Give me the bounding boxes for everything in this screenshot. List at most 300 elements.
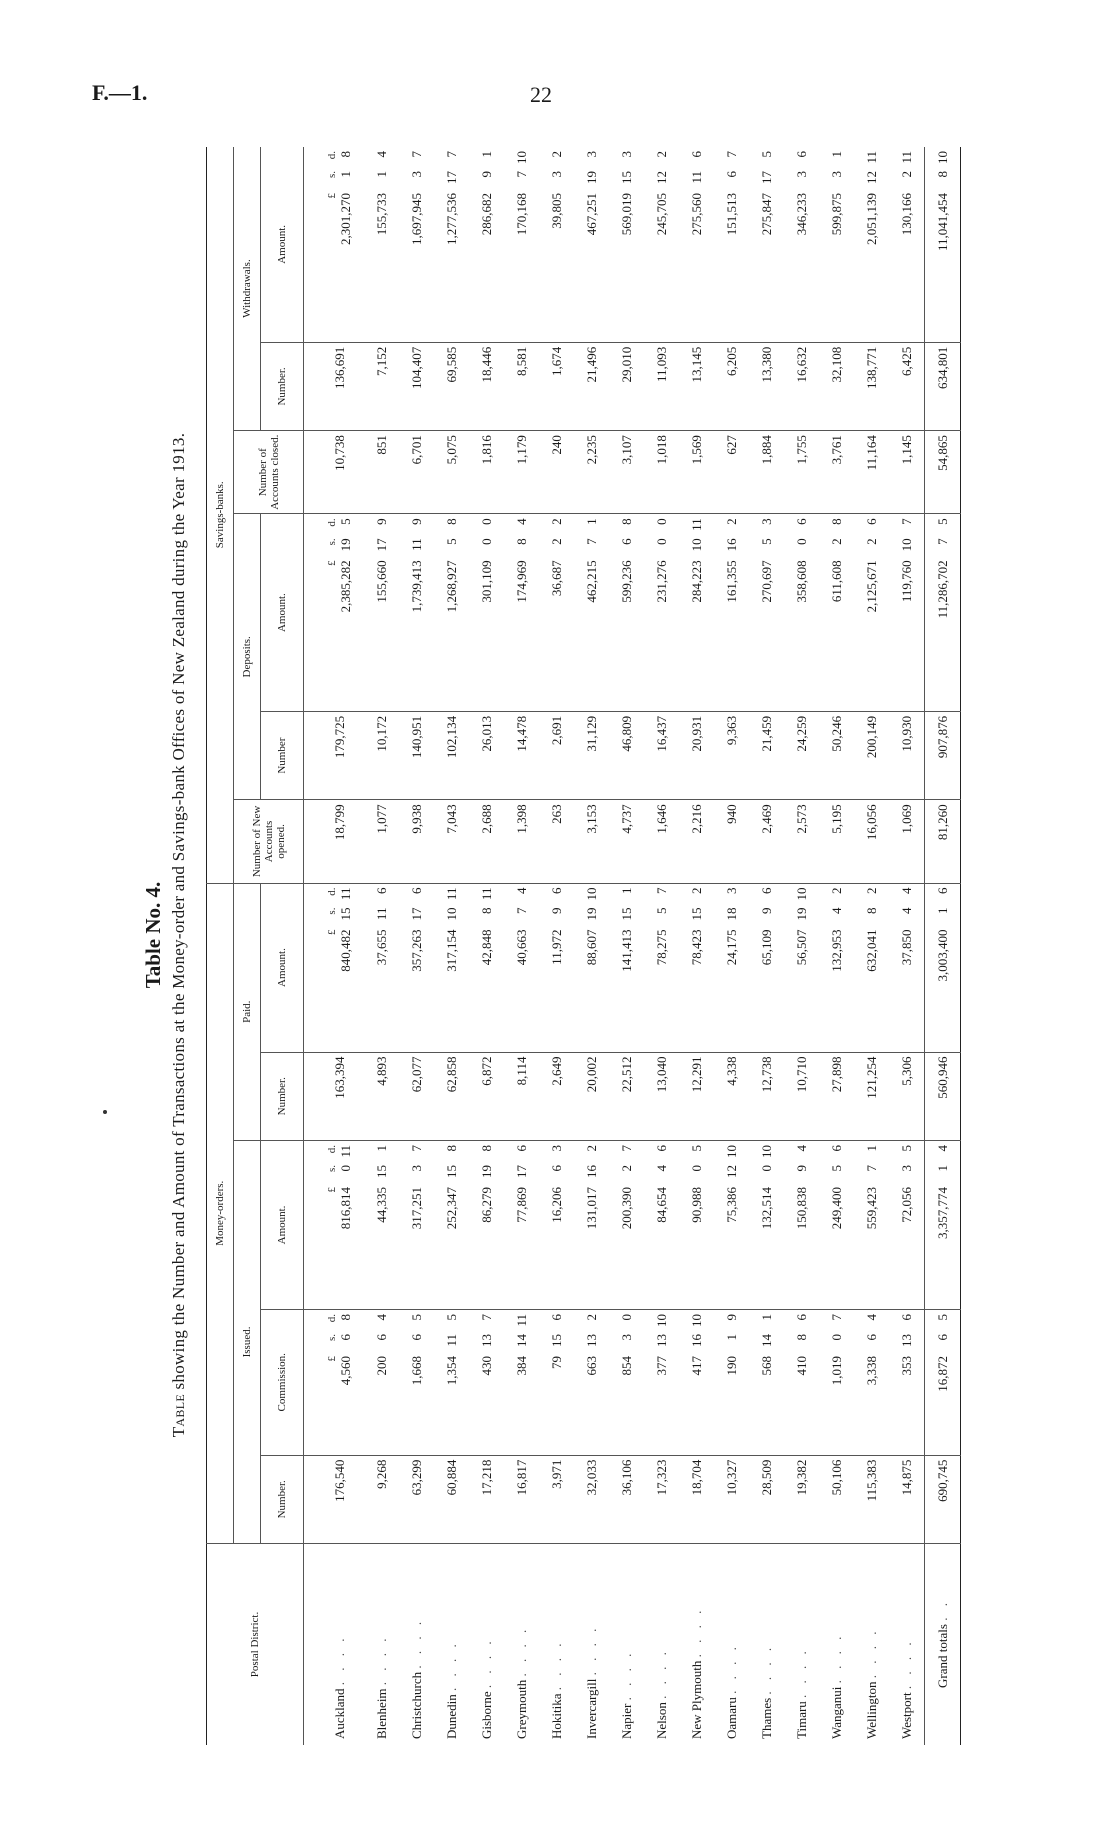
withdrawal-number: 7,152 (364, 342, 399, 430)
district-name: New Plymouth (688, 1660, 704, 1739)
pence: 5 (934, 518, 950, 525)
district-name: Oamaru (723, 1697, 739, 1739)
pounds: 4,560 (338, 1355, 353, 1386)
table-row (399, 147, 434, 1745)
pounds: 200,390 (618, 1186, 634, 1230)
paid-number: 4,338 (714, 1052, 749, 1140)
rotated-table-page (140, 125, 960, 1745)
district-cell (364, 1543, 399, 1745)
shillings: 0 (828, 1333, 844, 1341)
pounds: 200 (373, 1355, 389, 1376)
commission-value (654, 1314, 670, 1451)
shillings: 7 (934, 538, 950, 545)
pounds: 190 (723, 1355, 739, 1376)
paid-amount (819, 883, 854, 1052)
issued-amount-value (654, 1145, 670, 1305)
pounds: 37,850 (898, 929, 914, 966)
deposit-number: 907,876 (925, 711, 961, 799)
withdrawal-number: 16,632 (784, 342, 819, 430)
pence: 8 (618, 518, 634, 525)
deposit-amount (644, 514, 679, 712)
pence: 6 (513, 1144, 529, 1152)
accounts-closed: 54,865 (925, 431, 961, 514)
district-cell (304, 1543, 365, 1745)
issued-amount-value (409, 1145, 425, 1305)
commission-value (899, 1314, 915, 1451)
withdrawal-number: 6,205 (714, 342, 749, 430)
paid-number: 8,114 (504, 1052, 539, 1140)
table-row (574, 147, 609, 1745)
stray-mark (103, 1110, 107, 1114)
withdrawal-amount (504, 147, 539, 342)
pence: 6 (793, 1313, 809, 1321)
table-row (819, 147, 854, 1745)
commission (679, 1309, 714, 1455)
pounds: 417 (688, 1355, 704, 1376)
shillings: 15 (443, 1164, 459, 1178)
shillings: 6 (934, 1333, 950, 1341)
pounds: 78,423 (688, 929, 704, 966)
pence: 5 (408, 1313, 424, 1321)
issued-number: 19,382 (793, 1459, 809, 1496)
deposit-amount-value (829, 518, 845, 707)
shillings: 15 (688, 907, 704, 921)
table-row (714, 147, 749, 1745)
dot-leader: . . . . (723, 1643, 739, 1694)
paid-amount (304, 883, 365, 1052)
issued-amount (434, 1140, 469, 1309)
pence: 1 (828, 151, 844, 158)
district-cell (609, 1543, 644, 1745)
issued-amount (364, 1140, 399, 1309)
paid-number: 12,738 (749, 1052, 784, 1140)
withdrawal-amount (399, 147, 434, 342)
paid-amount (434, 883, 469, 1052)
issued-number: 17,218 (478, 1459, 494, 1496)
issued-amount (504, 1140, 539, 1309)
withdrawal-number: 1,674 (539, 342, 574, 430)
district-cell (434, 1543, 469, 1745)
commission (714, 1309, 749, 1455)
issued-amount (469, 1140, 504, 1309)
accounts-closed: 240 (539, 431, 574, 514)
deposit-amount-value (619, 518, 635, 707)
pence: 3 (548, 1144, 564, 1152)
pence: 5 (688, 1144, 704, 1152)
district-cell (644, 1543, 679, 1745)
pence: 1 (758, 1313, 774, 1321)
pounds: 131,017 (583, 1186, 599, 1230)
issued-amount (609, 1140, 644, 1309)
pounds: 3,338 (863, 1355, 879, 1386)
commission-value (514, 1314, 530, 1451)
shillings: 12 (863, 171, 879, 184)
new-accounts: 940 (714, 800, 749, 883)
issued-amount (679, 1140, 714, 1309)
shillings: 3 (618, 1333, 634, 1341)
unit-pound: £ (326, 1186, 338, 1193)
pence: 7 (443, 151, 459, 158)
pounds: 65,109 (758, 929, 774, 966)
dot-leader: . . . . (583, 1624, 599, 1676)
shillings: 0 (338, 1164, 353, 1172)
table-title: Table No. 4. (141, 881, 165, 989)
paid-number: 163,394 (304, 1052, 365, 1140)
paid-amount-value (409, 888, 425, 1048)
pence: 5 (898, 1144, 914, 1152)
pence: 8 (338, 1313, 353, 1321)
new-accounts: 18,799 (304, 800, 365, 883)
pounds: 840,482 (338, 929, 353, 972)
pence: 1 (478, 151, 494, 158)
table-row (854, 147, 889, 1745)
withdrawal-amount (469, 147, 504, 342)
shillings: 19 (793, 907, 809, 921)
new-accounts: 2,573 (784, 800, 819, 883)
shillings: 5 (653, 907, 669, 915)
new-accounts: 1,077 (364, 800, 399, 883)
new-accounts: 7,043 (434, 800, 469, 883)
paid-amount (609, 883, 644, 1052)
paid-number: 62,858 (434, 1052, 469, 1140)
district-name: Wellington (863, 1681, 879, 1739)
pence: 8 (443, 1144, 459, 1152)
pounds: 37,655 (373, 929, 389, 966)
accounts-closed: 1,755 (784, 431, 819, 514)
commission-value (829, 1314, 845, 1451)
commission (504, 1309, 539, 1455)
pence: 3 (723, 887, 739, 895)
pounds: 42,848 (478, 929, 494, 966)
pence: 2 (583, 1313, 599, 1321)
pounds: 39,805 (548, 193, 564, 229)
paid-amount (399, 883, 434, 1052)
withdrawal-amount-value (689, 151, 705, 338)
new-accounts: 1,069 (889, 800, 925, 883)
pounds: 611,608 (828, 560, 844, 603)
dot-leader: . . . . (793, 1647, 809, 1698)
shillings: 13 (583, 1333, 599, 1347)
accounts-closed: 5,075 (434, 431, 469, 514)
issued-amount-value (899, 1145, 915, 1305)
shillings: 6 (373, 1333, 389, 1341)
pence: 6 (758, 887, 774, 895)
shillings: 12 (653, 171, 669, 184)
pence: 7 (723, 151, 739, 158)
pence: 6 (548, 1313, 564, 1321)
shillings: 7 (863, 1164, 879, 1172)
shillings: 8 (863, 907, 879, 915)
pence: 5 (338, 518, 353, 525)
issued-amount-value (444, 1145, 460, 1305)
shillings: 1 (338, 171, 353, 178)
pounds: 357,263 (408, 929, 424, 972)
shillings: 16 (583, 1164, 599, 1178)
shillings: 3 (408, 1164, 424, 1172)
issued-amount-value (619, 1145, 635, 1305)
deposit-number: 16,437 (644, 711, 679, 799)
deposit-number: 31,129 (574, 711, 609, 799)
dot-leader: . . . . (758, 1643, 774, 1695)
issued-amount-value (864, 1145, 880, 1305)
dot-leader: . . . . (373, 1634, 389, 1686)
pounds: 2,385,282 (338, 560, 353, 613)
issued-amount-value (829, 1145, 845, 1305)
pence: 11 (863, 151, 879, 164)
issued-number: 60,884 (443, 1459, 459, 1496)
deposit-amount (304, 514, 365, 712)
commission-value (689, 1314, 705, 1451)
pounds: 816,814 (338, 1186, 353, 1230)
pounds: 270,697 (758, 560, 774, 603)
new-accounts: 4,737 (609, 800, 644, 883)
unit-pence: d. (326, 887, 338, 896)
pounds: 3,003,400 (934, 929, 950, 982)
subtitle-first-word: Table (169, 1394, 188, 1438)
pounds: 11,286,702 (934, 560, 950, 619)
shillings: 3 (408, 171, 424, 178)
unit-pound: £ (326, 560, 338, 566)
accounts-closed: 3,761 (819, 431, 854, 514)
paid-amount-value (374, 888, 390, 1048)
accounts-closed: 1,145 (889, 431, 925, 514)
district-cell (679, 1543, 714, 1745)
deposit-amount (854, 514, 889, 712)
withdrawal-number: 634,801 (925, 342, 961, 430)
deposit-amount-units (326, 518, 338, 707)
pounds: 77,869 (513, 1186, 529, 1223)
issued-amount (749, 1140, 784, 1309)
accounts-closed: 1,179 (504, 431, 539, 514)
header-postal-district: Postal District. (207, 1543, 304, 1745)
issued-amount (644, 1140, 679, 1309)
withdrawal-amount-value (724, 151, 740, 338)
pounds: 132,953 (828, 929, 844, 972)
dot-leader: . . . . (408, 1617, 424, 1669)
pence: 2 (583, 1144, 599, 1152)
pounds: 130,166 (898, 193, 914, 236)
paid-amount (714, 883, 749, 1052)
pence: 4 (513, 518, 529, 525)
unit-pound: £ (326, 929, 338, 936)
shillings: 6 (408, 1333, 424, 1341)
paid-amount (574, 883, 609, 1052)
paid-amount-value (935, 888, 951, 1048)
new-accounts: 81,260 (925, 800, 961, 883)
pounds: 599,875 (828, 193, 844, 236)
withdrawal-amount (304, 147, 365, 342)
pence: 11 (443, 887, 459, 901)
district-name: Grand totals (934, 1624, 950, 1688)
pounds: 353 (898, 1355, 914, 1376)
pounds: 16,872 (934, 1355, 950, 1392)
pence: 8 (443, 518, 459, 525)
commission-value (374, 1314, 390, 1451)
paid-amount-value (549, 888, 565, 1048)
shillings: 8 (934, 171, 950, 178)
pence: 4 (513, 887, 529, 895)
shillings: 6 (618, 538, 634, 545)
shillings: 0 (478, 538, 494, 545)
commission (609, 1309, 644, 1455)
header-deposits: Deposits. (234, 514, 261, 800)
pence: 3 (758, 518, 774, 525)
pence: 4 (934, 1144, 950, 1152)
dot-leader: . . . . (478, 1637, 494, 1689)
commission-value (794, 1314, 810, 1451)
deposit-amount (434, 514, 469, 712)
issued-amount (889, 1140, 925, 1309)
pounds: 1,354 (443, 1355, 459, 1386)
table-row (609, 147, 644, 1745)
shillings: 18 (723, 907, 739, 921)
withdrawal-amount (714, 147, 749, 342)
shillings: 15 (338, 907, 353, 921)
deposit-amount (504, 514, 539, 712)
pence: 9 (408, 518, 424, 525)
shillings: 0 (793, 538, 809, 545)
pence: 0 (478, 518, 494, 525)
paid-number: 560,946 (925, 1052, 961, 1140)
accounts-closed: 10,738 (304, 431, 365, 514)
issued-number: 115,383 (863, 1459, 879, 1502)
new-accounts: 2,688 (469, 800, 504, 883)
pence: 0 (618, 1313, 634, 1321)
pence: 2 (548, 151, 564, 158)
withdrawal-amount (679, 147, 714, 342)
deposit-number: 50,246 (819, 711, 854, 799)
dot-leader: . . . . (898, 1638, 914, 1690)
pounds: 11,972 (548, 929, 564, 965)
shillings: 13 (898, 1333, 914, 1347)
pounds: 11,041,454 (934, 193, 950, 252)
shillings: 2 (618, 1164, 634, 1172)
pence: 6 (934, 887, 950, 895)
pounds: 467,251 (583, 193, 599, 236)
withdrawal-number: 104,407 (399, 342, 434, 430)
paid-amount (644, 883, 679, 1052)
shillings: 9 (793, 1164, 809, 1172)
shillings: 11 (408, 538, 424, 551)
paid-number: 10,710 (784, 1052, 819, 1140)
shillings: 6 (863, 1333, 879, 1341)
pounds: 56,507 (793, 929, 809, 966)
deposit-amount (889, 514, 925, 712)
deposit-amount (574, 514, 609, 712)
withdrawal-amount (854, 147, 889, 342)
issued-amount-value (935, 1145, 951, 1305)
commission (749, 1309, 784, 1455)
pounds: 377 (653, 1355, 669, 1376)
transactions-table (206, 147, 961, 1745)
pounds: 632,041 (863, 929, 879, 972)
issued-amount (539, 1140, 574, 1309)
pounds: 249,400 (828, 1186, 844, 1230)
deposit-amount (679, 514, 714, 712)
district-name: Gisborne (478, 1691, 494, 1739)
pounds: 150,838 (793, 1186, 809, 1230)
withdrawal-amount (539, 147, 574, 342)
issued-number: 28,509 (758, 1459, 774, 1496)
withdrawal-number: 32,108 (819, 342, 854, 430)
dot-leader: . . . . (443, 1640, 459, 1691)
deposit-number: 21,459 (749, 711, 784, 799)
district-cell (469, 1543, 504, 1745)
pounds: 36,687 (548, 560, 564, 597)
issued-number: 9,268 (373, 1459, 389, 1489)
pence: 5 (758, 151, 774, 158)
paid-number: 5,306 (889, 1052, 925, 1140)
pence: 10 (793, 887, 809, 901)
shillings: 17 (758, 171, 774, 184)
shillings: 17 (408, 907, 424, 921)
withdrawal-number: 138,771 (854, 342, 889, 430)
district-cell (399, 1543, 434, 1745)
pence: 11 (338, 887, 353, 901)
pounds: 231,276 (653, 560, 669, 603)
table-row (749, 147, 784, 1745)
issued-number: 50,106 (828, 1459, 844, 1496)
shillings: 8 (478, 907, 494, 915)
withdrawal-amount (609, 147, 644, 342)
withdrawal-amount-value (864, 151, 880, 338)
pounds: 40,663 (513, 929, 529, 966)
shillings: 2 (828, 538, 844, 545)
paid-amount-value (724, 888, 740, 1048)
pounds: 559,423 (863, 1186, 879, 1230)
pence: 9 (723, 1313, 739, 1321)
issued-number: 32,033 (583, 1459, 599, 1496)
deposit-amount-value (864, 518, 880, 707)
pounds: 72,056 (898, 1186, 914, 1223)
shillings: 9 (548, 907, 564, 915)
header-issued-number: Number. (261, 1455, 304, 1543)
withdrawal-amount-value (479, 151, 495, 338)
pounds: 88,607 (583, 929, 599, 966)
table-row (469, 147, 504, 1745)
header-paid: Paid. (234, 883, 261, 1140)
pence: 1 (863, 1144, 879, 1152)
pounds: 569,019 (618, 193, 634, 236)
deposit-number: 26,013 (469, 711, 504, 799)
unit-shillings: s. (326, 1164, 338, 1172)
district-cell (574, 1543, 609, 1745)
pence: 10 (513, 151, 529, 164)
unit-shillings: s. (326, 1333, 338, 1341)
deposit-amount-value (409, 518, 425, 707)
paid-amount (539, 883, 574, 1052)
new-accounts: 2,469 (749, 800, 784, 883)
district-cell (819, 1543, 854, 1745)
pence: 2 (688, 887, 704, 895)
pounds: 141,413 (618, 929, 634, 972)
district-name: Wanganui (828, 1686, 844, 1739)
paid-amount-value (864, 888, 880, 1048)
pounds: 284,223 (688, 560, 704, 603)
shillings: 6 (723, 171, 739, 178)
pounds: 161,355 (723, 560, 739, 603)
pence: 11 (513, 1313, 529, 1327)
withdrawal-amount-value (549, 151, 565, 338)
withdrawal-amount-value (794, 151, 810, 338)
district-name: Christchurch (408, 1671, 424, 1739)
withdrawal-amount-value (374, 151, 390, 338)
pence: 4 (863, 1313, 879, 1321)
pounds: 170,168 (513, 193, 529, 236)
table-row (679, 147, 714, 1745)
shillings: 7 (513, 907, 529, 915)
shillings: 2 (898, 171, 914, 178)
